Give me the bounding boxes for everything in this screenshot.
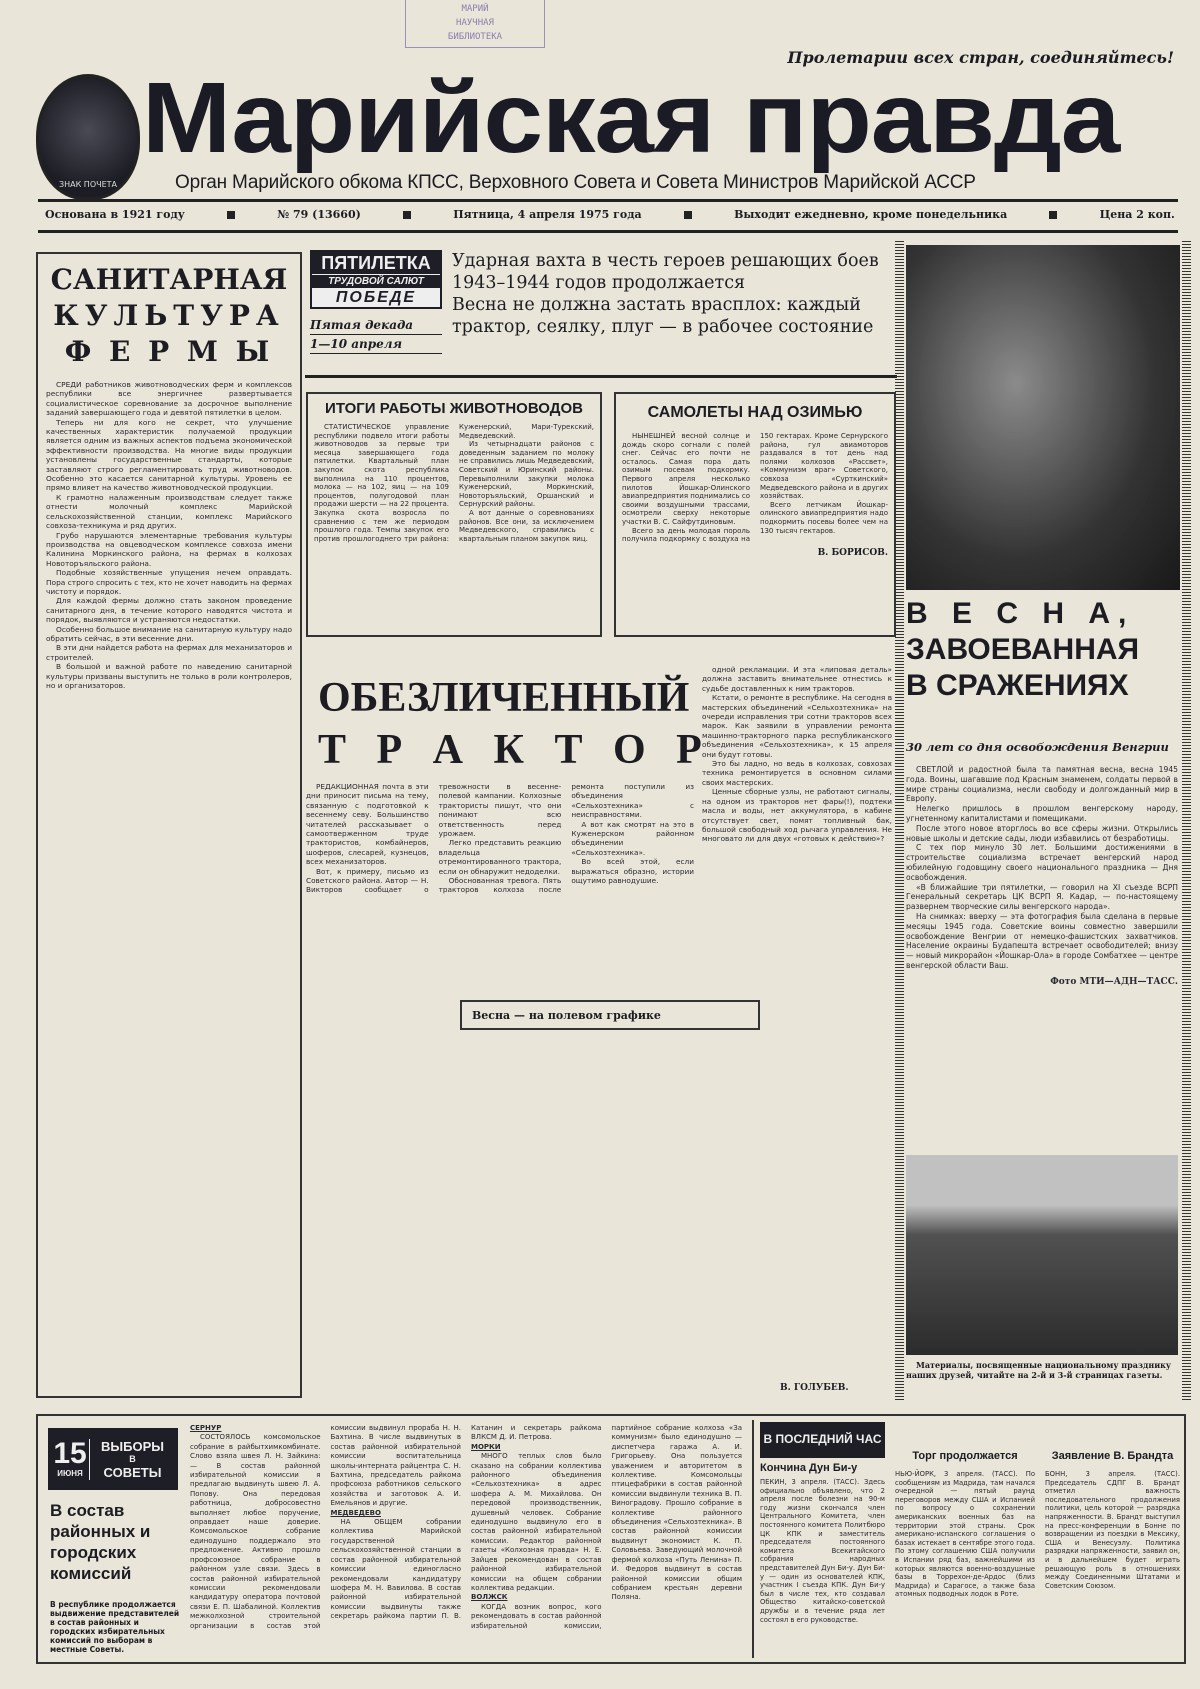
price: Цена 2 коп. bbox=[1099, 208, 1175, 221]
news-title: Заявление В. Брандта bbox=[1051, 1450, 1174, 1462]
elections-badge bbox=[48, 1428, 178, 1490]
section-text: НА ОБЩЕМ собрании коллектива Марийской государственной сельскохозяйственной станции в состав районной избирательной комиссии единогласно рекомендовали кандидатуру шофера М. Н. Вавилова. В состав районной избирательной комиссии выдвинуты также секретарь райкома партии П. В. Катанин и секретарь райкома ВЛКСМ Д. И. Петрова. bbox=[330, 1424, 602, 1621]
headline-line: Т Р А К Т О Р bbox=[318, 727, 712, 773]
paragraph: В большой и важной работе по наведению санитарной культуры призваны выступить не только в роли контролеров, но и организаторов. bbox=[46, 662, 292, 690]
paragraph: После этого новое вторглось во все сферы жизни. Открылись новые школы и детские сады, люди избавились от безработицы. bbox=[906, 823, 1178, 843]
date-number: 15 bbox=[53, 1437, 87, 1470]
issue-date: Пятница, 4 апреля 1975 года bbox=[453, 208, 642, 221]
divider bbox=[305, 375, 897, 378]
article-sanitary-culture bbox=[36, 252, 302, 1398]
paragraph: «В ближайшие три пятилетки, — говорил на XI съезде ВСРП Генеральный секретарь ЦК ВСРП Я. Кадар, — по-настоящему развернем творческие силы венгерского народа». bbox=[906, 882, 1178, 912]
order-emblem-icon bbox=[36, 74, 140, 200]
section-place: МЕДВЕДЕВО bbox=[330, 1508, 381, 1517]
hungary-body bbox=[906, 765, 1178, 987]
tractor-body-right bbox=[702, 787, 892, 843]
paragraph: С тех пор минуло 30 лет. Большими достижениями в строительстве социализма встречает венгерский народ юбилейную годовщину своего национального праздника — Дня освобождения. bbox=[906, 843, 1178, 882]
section-text: МНОГО теплых слов было сказано на собрании коллектива районного объединения «Сельхозтехника» в адрес шофера А. М. Михайлова. Он передовой производственник, душевный человек. Собрание единодушно выдвинуло его в состав районной избирательной комиссии. Редактор районной газеты «Колхозная правда» Н. Е. Зайцев рекомендован в состав районной избирательной комиссии на общем собрании коллектива редакции. bbox=[471, 1452, 602, 1592]
paragraph: Вот, к примеру, письмо из Советского района. Автор — Н. Викторов сообщает о тревожности в весенне-полевой кампании. Колхозные трактористы пишут, что они понимают всю ответственность перед урожаем. bbox=[306, 782, 562, 895]
dekada-dates: 1—10 апреля bbox=[310, 335, 442, 354]
stamp-line: МАРИЙ bbox=[461, 4, 489, 14]
separator bbox=[403, 211, 411, 219]
paragraph: К грамотно налаженным производствам следует также отнести молочный комплекс Марийской сельскохозяйственной станции, комплекс Марийского совхоза-техникума и ряд других. bbox=[46, 492, 292, 531]
slogan: Пролетарии всех стран, соединяйтесь! bbox=[787, 48, 1174, 67]
paragraph: Обоснованная тревога. Пять тракторов колхоза после ремонта поступили из объединения «Сельхозтехника» с неисправностями. bbox=[438, 782, 694, 895]
paragraph: Кстати, о ремонте в республике. На сегодня в мастерских объединений «Сельхозтехника» на очереди исправления три сотни тракторов всех марок. Как заявили в управлении ремонта машинно-тракторного парка республиканского объединения «Сельхозтехника», к 15 апреля они будут готовы. bbox=[702, 693, 892, 759]
news-title: Кончина Дун Би-у bbox=[760, 1462, 858, 1474]
elections-body bbox=[190, 1424, 742, 1631]
paragraph: Грубо нарушаются элементарные требования культуры производства на овцеводческом комплексе совхоза имени Калинина Моркинского района, на фермах в колхозах Новоторъяльского района. bbox=[46, 530, 292, 568]
divider bbox=[752, 1420, 754, 1658]
founded: Основана в 1921 году bbox=[45, 208, 185, 221]
paragraph: Во всей этой, если выражаться образно, истории ощутимо равнодушие. bbox=[571, 857, 694, 886]
paragraph: Всего за день молодая пороль получила подкормку с воздуха на 150 гектарах. Кроме Сернурского района, гул авиамоторов раздавался в тот день над полями колхозов «Рассвет», «Коммунизм враг» Советского, совхоза «Сурткинский» Медведевского района и в других хозяйствах. bbox=[622, 432, 888, 544]
lead-bullets bbox=[452, 250, 892, 338]
divider bbox=[38, 199, 1178, 202]
separator bbox=[227, 211, 235, 219]
elections-lead: В республике продолжается выдвижение представителей в состав районных и городских избирательных комиссий по выборам в местные Советы. bbox=[50, 1600, 180, 1654]
hungary-headline bbox=[906, 596, 1180, 704]
lead-item: Весна не должна застать врасплох: каждый трактор, сеялку, плуг — в рабочее состояние bbox=[452, 295, 874, 337]
hungary-subtitle: 30 лет со дня освобождения Венгрии bbox=[906, 740, 1169, 754]
frequency: Выходит ежедневно, кроме понедельника bbox=[734, 208, 1008, 221]
news-text: БОНН, 3 апреля. (ТАСС). Председатель СДПГ В. Брандт отметил важность последовательного продолжения политики, цель которой — разрядка напряженности. В. Брандт выступил на пресс-конференции в Бонне по возвращении из поездки в Мексику, США и Венесуэлу. Политика разрядки напряженности, заявил он, и в дальнейшем будет играть решающую роль в отношениях между Соединенными Штатами и Советским Союзом. bbox=[1045, 1470, 1180, 1590]
photo-credit: Фото МТИ—АДН—ТАСС. bbox=[1050, 976, 1178, 987]
section-text: СОСТОЯЛОСЬ комсомольское собрание в райбытхимкомбинате. Слово взяла швея Л. Н. Зайкина: — В состав районной избирательной комиссии я предлагаю выдвинуть швею Л. А. Попову. Она передовая работница, добросовестно выполняет любое поручение, оправдает наше доверие. Комсомольское собрание единодушно поддержало это предложение. Активно прошло профсоюзное собрание в районном узле связи. Здесь в состав районной избирательной комиссии рекомендовали кандидатуру оператора почтовой связи Е. П. Шабалиной. Коллектив межколхозной строительной организации в состав этой комиссии выдвинул прораба Н. Н. Бахтина. В числе выдвинутых в состав районной избирательной комиссии воспитательница школы-интерната райцентра С. Н. Бахтина, председатель райкома профсоюза работников сельского хозяйства и заготовок А. И. Емельянов и другие. bbox=[190, 1424, 461, 1630]
issue-number: № 79 (13660) bbox=[277, 208, 361, 221]
stamp-line: БИБЛИОТЕКА bbox=[447, 32, 503, 42]
paragraph: РЕДАКЦИОННАЯ почта в эти дни приносит письма на тему, связанную с подготовкой к весеннему севу. Большинство читателей рассказывает о самоотверженном труде трактористов, комбайнеров, шоферов, слесарей, кузнецов, всех механизаторов. bbox=[306, 782, 429, 867]
headline-line: САНИТАРНАЯ bbox=[50, 263, 288, 296]
dekada-label bbox=[310, 316, 442, 354]
headline-line: В Е С Н А, bbox=[906, 597, 1135, 630]
news-text: НЬЮ-ЙОРК, 3 апреля. (ТАСС). По сообщениям из Мадрида, там начался очередной — пятый раунд переговоров между США и Испанией по вопросу о сохранении американских военных баз на территории этой страны. Срок американо-испанского соглашения о базах истекает в сентябре этого года. По этому соглашению США получили в Испании ряд баз, важнейшими из которых являются военно-воздушные базы в Торрехон-де-Ардос (близ Мадрида) и Сарагосе, а также база атомных подводных лодок в Роте. bbox=[895, 1470, 1035, 1599]
signature: В. БОРИСОВ. bbox=[817, 547, 888, 558]
decorative-border bbox=[895, 240, 904, 1400]
paragraph: НЫНЕШНЕЙ весной солнце и дождь скоро согнали с полей снег. Сейчас его почти не осталось. Самая пора дать озимым посевам подкормку. Первого апреля несколько пилотов Йошкар-Олинского авиапредприятия поднимались со своими воздушными трассами, осмотрели сверху некоторые участки В. С. Сайфутдиновым. bbox=[622, 432, 751, 526]
paragraph: СТАТИСТИЧЕСКОЕ управление республики подвело итоги работы животноводов за первые три месяца завершающего года пятилетки. Квартальный план закупок скота республика выполнила на 110 процентов, молока — на 102, яиц — на 109 процентов, полугодовой план продажи шерсти — на 22 процента. Закупка скота возросла по сравнению с тем же периодом прошлого года. Темпы закупок его против прошлогоднего три района: Куженерский, Мари-Турекский, Медведевский. bbox=[314, 423, 594, 543]
article-livestock-results bbox=[306, 392, 602, 637]
paragraph: Легко представить реакцию владельца отремонтированного трактора, если он обнаружит недоделки. bbox=[438, 838, 562, 876]
paragraph: В эти дни найдется работа на фермах для механизаторов и строителей. bbox=[46, 643, 292, 662]
paragraph: Подобные хозяйственные упущения нечем оправдать. Пора строго спросить с тех, кто не хочет наводить на фермах чистоту и порядок. bbox=[46, 568, 292, 596]
paragraph: Из четырнадцати районов с доведенным заданием по молоку не справились лишь Медведевский, Советский и Юринский районы. Перевыполнили закупки молока Куженерский, Моркинский, Новоторъяльский, Оршанский и Сернурский районы. bbox=[459, 440, 594, 509]
paragraph: Всего летчикам Йошкар-олинского авиапредприятия надо подкормить посевы более чем на 130 тысяч гектаров. bbox=[760, 500, 888, 535]
article-planes bbox=[614, 392, 896, 637]
dekada-name: Пятая декада bbox=[310, 316, 442, 335]
article-body bbox=[314, 423, 594, 543]
stamp-line: НАУЧНАЯ bbox=[456, 18, 494, 28]
headline: ИТОГИ РАБОТЫ ЖИВОТНОВОДОВ bbox=[325, 400, 583, 417]
section-place: МОРКИ bbox=[471, 1442, 501, 1451]
article-body bbox=[46, 380, 292, 690]
paragraph: Для каждой фермы должно стать законом проведение санитарного дня, в течение которого наводятся чистота и порядок, выявляются и устраняются недостатки. bbox=[46, 596, 292, 625]
separator bbox=[1049, 211, 1057, 219]
last-hour-badge: В ПОСЛЕДНИЙ ЧАС bbox=[760, 1422, 885, 1458]
paragraph: На снимках: вверху — эта фотография была сделана в первые месяцы 1945 года. Советские воины совместно завершили освобождение Венгрии от немецко-фашистских захватчиков. Население окраины Будапешта встречает освободителей; внизу — новый микрорайон «Йошкар-Ола» в городе Сомбатхее — центре венгерской области Ваш. bbox=[906, 911, 1178, 970]
paragraph: одной рекламации. И эта «липовая деталь» должна заставить внимательнее отнестись к судьбе доставленных к ним тракторов. bbox=[702, 665, 892, 693]
elections-headline: В состав районных и городских комиссий bbox=[50, 1501, 151, 1583]
library-stamp bbox=[405, 0, 545, 48]
headline-line: КУЛЬТУРА bbox=[53, 299, 285, 332]
separator bbox=[684, 211, 692, 219]
signature: В. ГОЛУБЕВ. bbox=[780, 1383, 849, 1393]
headline-line: В СРАЖЕНИЯХ bbox=[906, 669, 1129, 702]
tractor-side-body bbox=[702, 665, 892, 787]
section-place: СЕРНУР bbox=[190, 1424, 222, 1432]
paragraph: А вот как смотрят на это в Куженерском районном объединении «Сельхозтехника». bbox=[571, 819, 694, 857]
headline: САМОЛЕТЫ НАД ОЗИМЬЮ bbox=[647, 404, 863, 421]
divider bbox=[38, 230, 1178, 233]
paragraph: Особенно большое внимание на санитарную культуру надо обратить сейчас, в эти весенние дни. bbox=[46, 624, 292, 643]
tractor-headline bbox=[318, 672, 712, 776]
headline bbox=[46, 262, 292, 370]
section-text: КОГДА возник вопрос, кого рекомендовать в состав районной избирательной комиссии, партийное собрание колхоза «За коммунизм» было единодушно — диспетчера гаража А. И. Григорьеву. Она пользуется уважением и авторитетом в коллективе. Комсомольцы птицефабрики в состав районной комиссии выдвинули техника В. П. Виноградову. Прошло собрание в коллективе районного объединения «Сельхозтехника». В состав районной комиссии выдвинут экономист К. П. Соловьева. Заведующий молочной фермой колхоза «Путь Ленина» П. И. Федоров выдвинут в состав районной комиссии общим собранием крестьян деревни Поляна. bbox=[471, 1424, 742, 1630]
paragraph: Это бы ладно, но ведь в колхозах, совхозах техника ремонтируется в основном силами своих мастерских. bbox=[702, 759, 892, 787]
paragraph: Нелегко пришлось в прошлом венгерскому народу, угнетенному капиталистами и помещиками. bbox=[906, 804, 1178, 823]
paragraph: Ценные сборные узлы, не работают сигналы, на одном из тракторов нет фары(!), подтеки масла и воды, нет аккумулятора, в кабине отсутствует свет, помят топливный бак, большой свободный ход рычага управления. Не многовато ли для двух «готовых к действию»? bbox=[702, 787, 892, 844]
headline-line: Ф Е Р М Ы bbox=[64, 335, 274, 368]
badge-title: ПЯТИЛЕТКА bbox=[312, 252, 440, 275]
decorative-border bbox=[1182, 240, 1191, 1400]
election-date bbox=[51, 1439, 89, 1479]
elections-title bbox=[89, 1439, 175, 1480]
newspaper-title: Марийская правда bbox=[142, 62, 1120, 174]
news-title: Торг продолжается bbox=[912, 1450, 1018, 1462]
tractor-body bbox=[306, 782, 694, 895]
article-body bbox=[622, 432, 888, 544]
paragraph: А вот данные о соревнованиях районов. Все они, за исключением Медведевского, справились с квартальным планом закупок яиц. bbox=[459, 508, 594, 543]
emblem-text: ЗНАК ПОЧЕТА bbox=[58, 180, 118, 189]
headline-line: ЗАВОЕВАННАЯ bbox=[906, 633, 1140, 666]
paragraph: СВЕТЛОЙ и радостной была та памятная весна, весна 1945 года. Воины, шагавшие под Красным знаменем, солдаты первой в мире страны социализма, несли свободу и долгожданный мир в Европу. bbox=[906, 765, 1178, 804]
badge-line: ВЫБОРЫ bbox=[101, 1438, 164, 1454]
date-month: ИЮНЯ bbox=[57, 1469, 83, 1478]
photo-microdistrict bbox=[906, 1155, 1178, 1355]
section-place: ВОЛЖСК bbox=[471, 1593, 508, 1602]
subheading-box: Весна — на полевом графике bbox=[460, 1000, 760, 1030]
photo-caption: Материалы, посвященные национальному празднику наших друзей, читайте на 2-й и 3-й страницах газеты. bbox=[906, 1360, 1172, 1380]
badge-line: ПОБЕДЕ bbox=[312, 288, 440, 307]
tractor-right-column bbox=[702, 665, 892, 844]
badge-line: В bbox=[129, 1453, 136, 1464]
issue-info-bar bbox=[45, 208, 1175, 221]
paragraph: Теперь ни для кого не секрет, что улучшение качественных характеристик получаемой продукции является одним из важных аспектов подъема экономической эффективности производства. На многие виды продукции установлены государственные стандарты, которые заставляют строго регламентировать труд животноводов. Особенно это касается санитарной культуры. Уровень ее прямо влияет на качество животноводческой продукции. bbox=[46, 417, 292, 493]
news-text: ПЕКИН, 3 апреля. (ТАСС). Здесь официально объявлено, что 2 апреля после болезни на 90-м году жизни скончался член Центрального Комитета, член постоянного комитета Политбюро ЦК КПК и заместитель председателя постоянного комитета Всекитайского собрания народных представителей Дун Би-у. Дун Би-у — один из основателей КПК, участник I съезда КПК. Дун Би-у был в числе тех, кто создавал Общество китайско-советской дружбы и в течение ряда лет состоял в его руководстве. bbox=[760, 1478, 885, 1624]
badge-line: СОВЕТЫ bbox=[103, 1464, 162, 1480]
lead-item: Ударная вахта в честь героев решающих боев 1943–1944 годов продолжается bbox=[452, 251, 879, 293]
badge-line: ТРУДОВОЙ САЛЮТ bbox=[328, 276, 424, 287]
headline-line: ОБЕЗЛИЧЕННЫЙ bbox=[318, 675, 690, 721]
paragraph: СРЕДИ работников животноводческих ферм и комплексов республики все энергичнее развертывается социалистическое соревнование за досрочное выполнение заданий завершающего года и девятой пятилетки в целом. bbox=[46, 380, 292, 418]
photo-soldiers bbox=[906, 245, 1180, 590]
pyatiletka-badge bbox=[310, 250, 442, 309]
newspaper-subtitle: Орган Марийского обкома КПСС, Верховного Совета и Совета Министров Марийской АССР bbox=[175, 172, 976, 193]
